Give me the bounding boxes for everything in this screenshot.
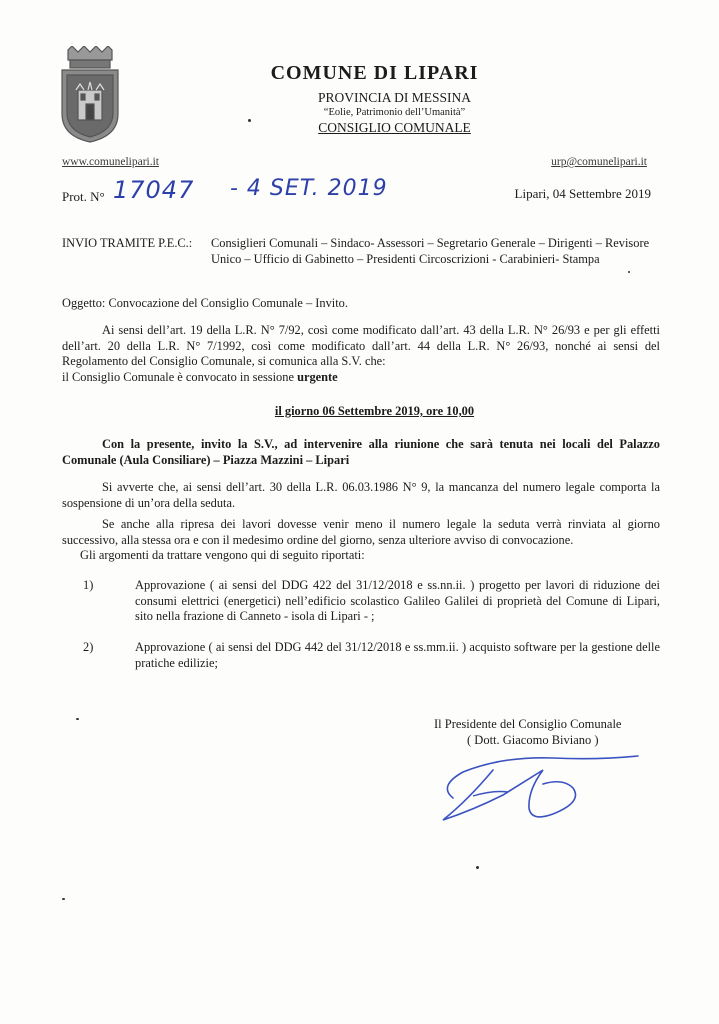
motto-line: “Eolie, Patrimonio dell’Umanità” xyxy=(323,107,466,118)
paper-speck xyxy=(76,718,79,720)
place-date: Lipari, 04 Settembre 2019 xyxy=(514,186,651,201)
intro-paragraph xyxy=(62,323,660,385)
intro-text: Ai sensi dell’art. 19 della L.R. N° 7/92, così come modificato dall’art. 43 della L.R. N° 26/93 e per gli effetti dell’art. 20 della L.R. N° 7/1992, così come modificato dall’art. 44 della L.R. N° 26/93, nonché ai sensi del Regolamento del Consiglio Comunale, si comunica alla S.V. che: xyxy=(62,323,660,368)
agenda-item-number: 2) xyxy=(83,640,94,654)
province-line: PROVINCIA DI MESSINA xyxy=(317,90,471,105)
email-link[interactable]: urp@comunelipari.it xyxy=(551,156,647,168)
warning-paragraph-2: Se anche alla ripresa dei lavori dovesse venir meno il numero legale la seduta verrà rinviata al giorno successivo, alla stessa ora e con il medesimo ordine del giorno, senza ulteriore avviso di convocazione. xyxy=(62,517,660,547)
paper-speck xyxy=(248,119,251,122)
protocol-number-handwritten: 17047 xyxy=(113,176,195,204)
protocol-date-stamp: - 4 SET. 2019 xyxy=(230,176,388,201)
invitation-paragraph: Con la presente, invito la S.V., ad intervenire alla riunione che sarà tenuta nei locali del Palazzo Comunale (Aula Consiliare) – Piazza Mazzini – Lipari xyxy=(62,437,660,467)
protocol-label: Prot. N° xyxy=(62,189,105,204)
agenda-intro: Gli argomenti da trattare vengono qui di seguito riportati: xyxy=(80,548,365,562)
convened-text: il Consiglio Comunale è convocato in sessione xyxy=(62,369,294,384)
warning-paragraph-1: Si avverte che, ai sensi dell’art. 30 della L.R. 06.03.1986 N° 9, la mancanza del numero legale comporta la sospensione di un’ora della seduta. xyxy=(62,480,660,510)
paper-speck xyxy=(476,866,479,869)
agenda-item-text: Approvazione ( ai sensi del DDG 442 del 31/12/2018 e ss.mm.ii. ) acquisto software per la gestione delle pratiche edilizie; xyxy=(135,640,660,670)
pec-label: INVIO TRAMITE P.E.C.: xyxy=(62,236,193,250)
pec-recipients: Consiglieri Comunali – Sindaco- Assessori – Segretario Generale – Dirigenti – Revisore Unico – Ufficio di Gabinetto – Presidenti Circoscrizioni - Carabinieri- Stampa xyxy=(211,236,650,266)
agenda-item-text: Approvazione ( ai sensi del DDG 422 del 31/12/2018 e ss.nn.ii. ) progetto per lavori di riduzione dei consumi elettrici (energetici) nell’edificio scolastico Galileo Galilei di proprietà del Comune di Lipari, sito nella frazione di Canneto - isola di Lipari - ; xyxy=(135,578,660,623)
council-line: CONSIGLIO COMUNALE xyxy=(318,120,471,135)
urgent-text: urgente xyxy=(297,369,338,384)
municipality-title: COMUNE DI LIPARI xyxy=(270,62,479,84)
website-link[interactable]: www.comunelipari.it xyxy=(62,156,159,168)
handwritten-signature xyxy=(433,750,643,830)
subject-line: Oggetto: Convocazione del Consiglio Comunale – Invito. xyxy=(62,296,348,310)
paper-speck xyxy=(628,271,630,273)
paper-speck xyxy=(62,898,65,900)
president-name: ( Dott. Giacomo Biviano ) xyxy=(467,733,599,747)
president-role: Il Presidente del Consiglio Comunale xyxy=(434,717,622,731)
meeting-date: il giorno 06 Settembre 2019, ore 10,00 xyxy=(274,404,475,418)
agenda-item-number: 1) xyxy=(83,578,94,592)
